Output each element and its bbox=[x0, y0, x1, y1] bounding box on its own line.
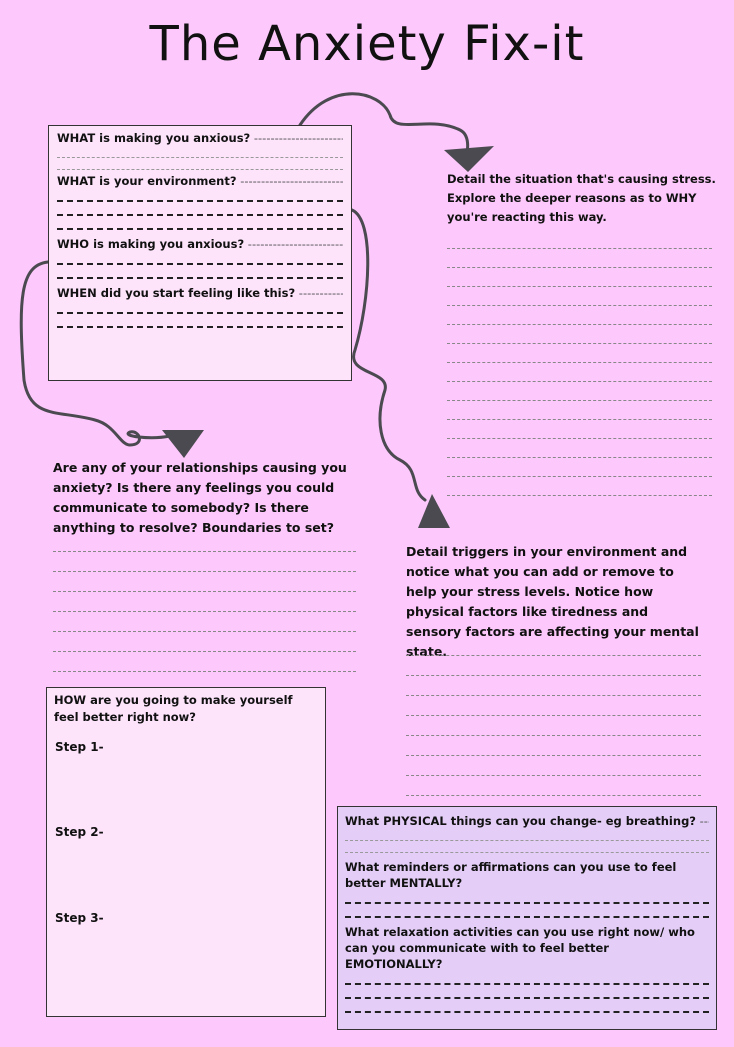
arrowhead-situation bbox=[444, 146, 494, 172]
answer-line[interactable] bbox=[57, 320, 343, 328]
answer-line[interactable] bbox=[57, 208, 343, 216]
triggers-lines[interactable] bbox=[406, 636, 701, 796]
arrowhead-triggers bbox=[418, 494, 450, 528]
answer-line[interactable] bbox=[345, 844, 709, 853]
relationships-lines[interactable] bbox=[53, 532, 356, 672]
step-2-label: Step 2- bbox=[55, 825, 104, 839]
question-emotional: What relaxation activities can you use right now/ who can you communicate with to feel better EMOTIONALLY? bbox=[345, 925, 695, 971]
situation-prompt: Detail the situation that's causing stress. Explore the deeper reasons as to WHY you're reacting this way. bbox=[447, 172, 716, 224]
answer-line[interactable] bbox=[57, 149, 343, 158]
plan-heading: HOW are you going to make yourself feel better right now? bbox=[54, 693, 293, 724]
step-3-label: Step 3- bbox=[55, 911, 104, 925]
triggers-prompt: Detail triggers in your environment and notice what you can add or remove to help your stress levels. Notice how physical factors like tiredness and sensory factors are affecting your mental state. bbox=[406, 544, 699, 659]
answer-line[interactable] bbox=[57, 161, 343, 170]
answer-line[interactable] bbox=[345, 832, 709, 841]
questions-box bbox=[48, 125, 352, 381]
answer-line[interactable] bbox=[345, 991, 709, 999]
answer-line[interactable] bbox=[57, 194, 343, 202]
arrowhead-relationships bbox=[162, 430, 204, 458]
page-title: The Anxiety Fix-it bbox=[149, 16, 585, 72]
plan-box bbox=[46, 687, 326, 1017]
question-physical: What PHYSICAL things can you change- eg breathing? ----- bbox=[345, 813, 709, 829]
question-what-anxious: WHAT is making you anxious? ----- bbox=[57, 130, 343, 146]
answer-line[interactable] bbox=[345, 910, 709, 918]
question-mental: What reminders or affirmations can you use to feel better MENTALLY? bbox=[345, 860, 677, 890]
answer-line[interactable] bbox=[345, 1005, 709, 1013]
arrow-path-triggers bbox=[352, 210, 425, 500]
answer-line[interactable] bbox=[57, 222, 343, 230]
answer-line[interactable] bbox=[57, 306, 343, 314]
answer-line[interactable] bbox=[57, 271, 343, 279]
step-1-label: Step 1- bbox=[55, 740, 104, 754]
relationships-prompt: Are any of your relationships causing you anxiety? Is there any feelings you could communicate to somebody? Is there anything to resolve? Boundaries to set? bbox=[53, 460, 347, 535]
coping-box bbox=[337, 806, 717, 1030]
situation-lines[interactable] bbox=[447, 230, 712, 496]
question-when: WHEN did you start feeling like this? ----- bbox=[57, 285, 343, 301]
question-who: WHO is making you anxious? ----- bbox=[57, 236, 343, 252]
question-environment: WHAT is your environment? ----- bbox=[57, 173, 343, 189]
answer-line[interactable] bbox=[345, 896, 709, 904]
answer-line[interactable] bbox=[345, 977, 709, 985]
answer-line[interactable] bbox=[57, 257, 343, 265]
